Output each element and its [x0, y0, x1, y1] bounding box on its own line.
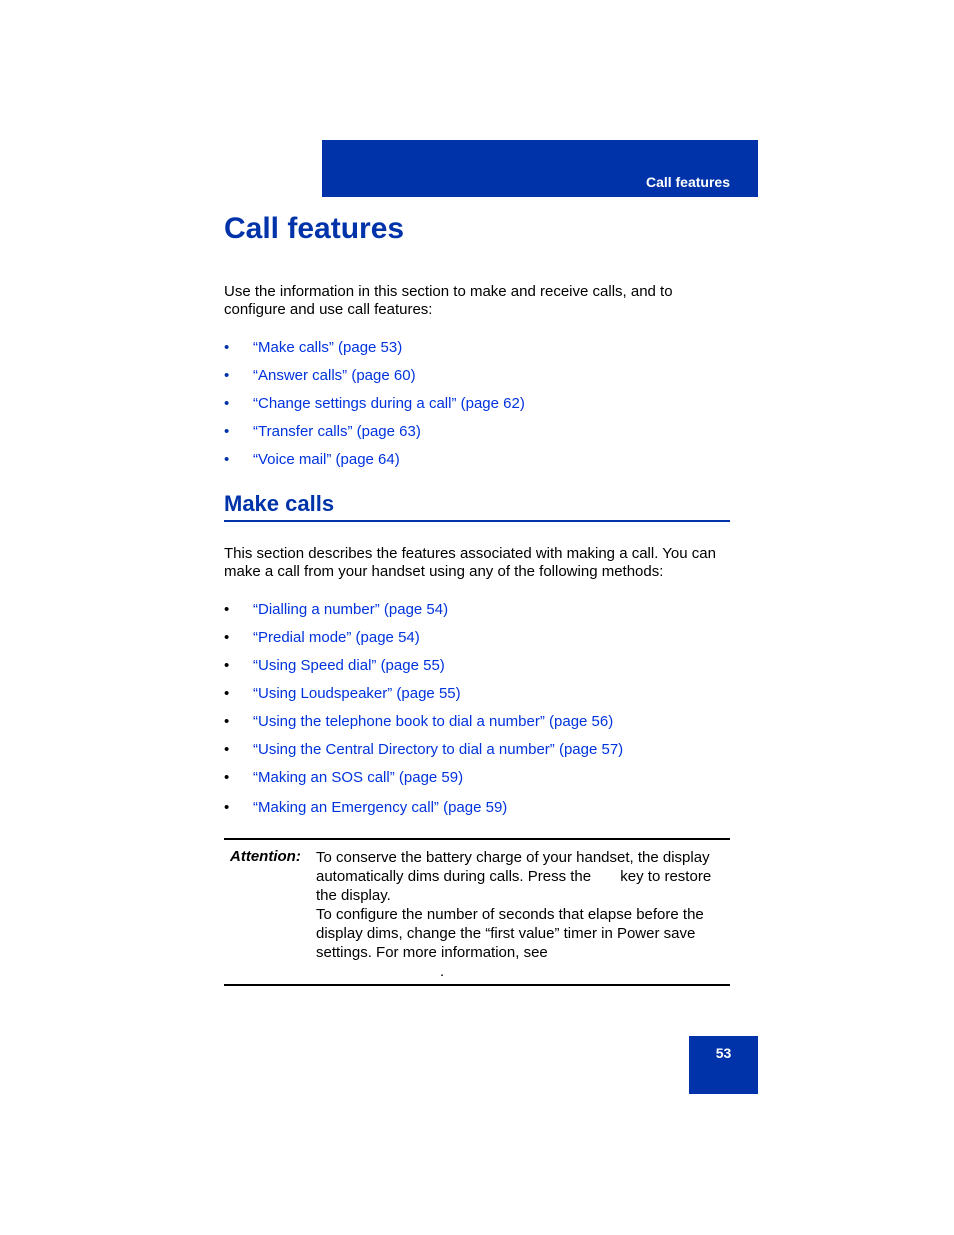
running-header: Call features	[645, 174, 730, 190]
method-link-loudspeaker[interactable]: “Using Loudspeaker” (page 55)	[253, 685, 461, 702]
bullet-icon: •	[224, 423, 230, 440]
section-intro-paragraph: This section describes the features associated with making a call. You can make a call from your handset using any of the following methods:	[224, 545, 716, 580]
bullet-icon: •	[224, 339, 230, 356]
toc-link-transfer-calls[interactable]: “Transfer calls” (page 63)	[253, 423, 421, 440]
header-band	[322, 140, 758, 197]
list-item	[224, 395, 525, 423]
list-item	[224, 451, 525, 479]
page-number-box	[689, 1036, 758, 1094]
list-item	[224, 629, 623, 657]
list-item	[224, 799, 623, 827]
page-number: 53	[715, 1045, 732, 1061]
intro-paragraph: Use the information in this section to make and receive calls, and to configure and use call features:	[224, 283, 673, 318]
toc-link-answer-calls[interactable]: “Answer calls” (page 60)	[253, 367, 416, 384]
bullet-icon: •	[224, 741, 230, 758]
list-item	[224, 685, 623, 713]
list-item	[224, 769, 623, 797]
method-link-emergency-call[interactable]: “Making an Emergency call” (page 59)	[253, 799, 508, 816]
note-paragraph: To configure the number of seconds that elapse before the display dims, change the “first value” timer in Power save settings. For more information, see	[316, 906, 704, 961]
bullet-icon: •	[224, 713, 230, 730]
bullet-icon: •	[224, 395, 230, 412]
bullet-icon: •	[224, 685, 230, 702]
note-bottom-rule	[224, 984, 730, 986]
bullet-icon: •	[224, 657, 230, 674]
bullet-icon: •	[224, 601, 230, 618]
method-link-central-directory[interactable]: “Using the Central Directory to dial a number” (page 57)	[253, 741, 624, 758]
method-link-predial[interactable]: “Predial mode” (page 54)	[253, 629, 420, 646]
methods-list	[224, 601, 623, 827]
section-title: Make calls	[224, 491, 335, 516]
list-item	[224, 601, 623, 629]
list-item	[224, 713, 623, 741]
bullet-icon: •	[224, 629, 230, 646]
method-link-telephone-book[interactable]: “Using the telephone book to dial a number” (page 56)	[253, 713, 614, 730]
note-paragraph: .	[440, 963, 445, 980]
note-top-rule	[224, 838, 730, 840]
list-item	[224, 367, 525, 395]
section-divider	[224, 520, 730, 522]
list-item	[224, 741, 623, 769]
bullet-icon: •	[224, 367, 230, 384]
list-item	[224, 339, 525, 367]
toc-link-make-calls[interactable]: “Make calls” (page 53)	[253, 339, 403, 356]
method-link-speed-dial[interactable]: “Using Speed dial” (page 55)	[253, 657, 445, 674]
note-text	[316, 848, 726, 981]
bullet-icon: •	[224, 769, 230, 786]
method-link-sos-call[interactable]: “Making an SOS call” (page 59)	[253, 769, 464, 786]
toc-list	[224, 339, 525, 479]
method-link-dialling[interactable]: “Dialling a number” (page 54)	[253, 601, 449, 618]
note-label: Attention:	[230, 848, 301, 865]
toc-link-change-settings[interactable]: “Change settings during a call” (page 62)	[253, 395, 525, 412]
toc-link-voice-mail[interactable]: “Voice mail” (page 64)	[253, 451, 400, 468]
list-item	[224, 423, 525, 451]
page-title: Call features	[224, 212, 405, 245]
list-item	[224, 657, 623, 685]
note-paragraph: To conserve the battery charge of your handset, the display automatically dims during calls. Press the key to restore the display.	[316, 849, 716, 904]
bullet-icon: •	[224, 799, 230, 816]
bullet-icon: •	[224, 451, 230, 468]
